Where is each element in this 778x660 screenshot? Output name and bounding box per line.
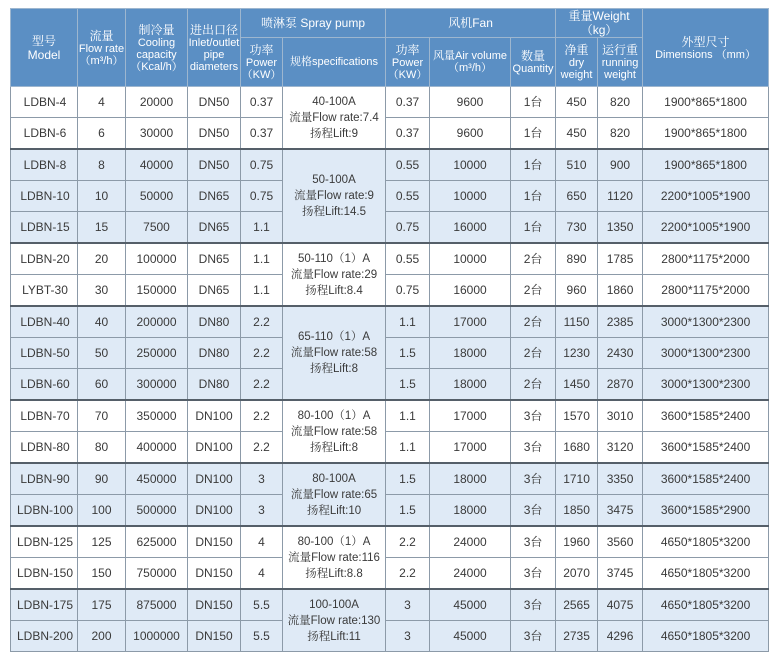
quantity-cell: 1台	[511, 181, 556, 212]
quantity-cell: 3台	[511, 589, 556, 621]
pipe-cell: DN80	[188, 338, 241, 369]
table-row	[11, 181, 769, 212]
dry-weight-cell: 730	[556, 212, 598, 244]
pipe-cell: DN65	[188, 243, 241, 275]
pump-power-cell: 2.2	[241, 306, 283, 338]
flow-cell: 125	[78, 526, 126, 558]
air-volume-cell: 18000	[430, 338, 511, 369]
dimensions-cell: 2200*1005*1900	[643, 212, 769, 244]
fan-power-cell: 0.55	[386, 243, 430, 275]
pump-power-cell: 3	[241, 495, 283, 527]
quantity-cell: 3台	[511, 558, 556, 590]
model-cell: LDBN-10	[11, 181, 78, 212]
pump-power-cell: 2.2	[241, 338, 283, 369]
table-row	[11, 495, 769, 527]
pump-spec-cell	[283, 149, 386, 243]
pipe-header-en1: Inlet/outlet	[188, 36, 240, 49]
pump-spec-cell	[283, 306, 386, 400]
pump-spec-line: 流量Flow rate:116	[288, 551, 380, 564]
model-header	[11, 9, 78, 87]
model-cell: LDBN-80	[11, 432, 78, 464]
spray-pump-header: 喷淋泵 Spray pump	[241, 9, 386, 38]
dry-weight-cell: 890	[556, 243, 598, 275]
fan-power-cell: 1.5	[386, 369, 430, 401]
pump-spec-line: 扬程Lift:8.8	[305, 567, 363, 580]
model-cell: LDBN-20	[11, 243, 78, 275]
pipe-cell: DN50	[188, 118, 241, 150]
pipe-header-cn: 进出口径	[189, 22, 238, 37]
fan-header: 风机Fan	[386, 9, 556, 38]
dry-weight-en1: dry	[568, 57, 585, 69]
dry-weight-cell: 1150	[556, 306, 598, 338]
pump-power-cell: 5.5	[241, 621, 283, 652]
model-cell: LDBN-90	[11, 463, 78, 495]
model-cell: LDBN-60	[11, 369, 78, 401]
dimensions-cell: 1900*865*1800	[643, 118, 769, 150]
running-weight-cell: 3475	[598, 495, 643, 527]
air-volume-cell: 9600	[430, 87, 511, 118]
fan-power-cell: 1.5	[386, 338, 430, 369]
air-volume-cell: 10000	[430, 181, 511, 212]
cooling-cell: 1000000	[126, 621, 188, 652]
dry-weight-cell: 2565	[556, 589, 598, 621]
pump-spec-line: 扬程Lift:10	[306, 504, 362, 517]
pump-power-cell: 0.75	[241, 149, 283, 181]
fan-power-cell: 0.55	[386, 149, 430, 181]
cooling-header-cn: 制冷量	[138, 22, 175, 37]
pump-spec-line: 流量Flow rate:7.4	[289, 111, 379, 124]
air-volume-cell: 45000	[430, 589, 511, 621]
pipe-cell: DN65	[188, 275, 241, 307]
flow-cell: 70	[78, 400, 126, 432]
pipe-cell: DN100	[188, 463, 241, 495]
pump-power-cell: 1.1	[241, 212, 283, 244]
model-cell: LDBN-175	[11, 589, 78, 621]
table-row	[11, 558, 769, 590]
cooling-header-en2: capacity	[136, 48, 177, 61]
fan-power-cell: 1.1	[386, 306, 430, 338]
model-cell: LYBT-30	[11, 275, 78, 307]
pump-spec-line: 流量Flow rate:58	[290, 425, 378, 438]
fan-power-cell: 1.5	[386, 463, 430, 495]
pump-spec-line: 流量Flow rate:29	[290, 268, 378, 281]
dry-weight-cell: 1450	[556, 369, 598, 401]
fan-power-cell: 0.37	[386, 118, 430, 150]
pump-power-cell: 2.2	[241, 400, 283, 432]
dry-weight-cell: 510	[556, 149, 598, 181]
cooling-header-en1: Cooling	[137, 36, 176, 49]
fan-power-cell: 0.37	[386, 87, 430, 118]
dimensions-cell: 3600*1585*2900	[643, 495, 769, 527]
dry-weight-cell: 960	[556, 275, 598, 307]
running-weight-cell: 3120	[598, 432, 643, 464]
pipe-cell: DN150	[188, 589, 241, 621]
air-volume-label: 风量Air volume	[433, 50, 507, 62]
dimensions-cell: 3000*1300*2300	[643, 369, 769, 401]
running-weight-cell: 2385	[598, 306, 643, 338]
table-row	[11, 212, 769, 244]
pipe-cell: DN100	[188, 400, 241, 432]
dry-weight-cell: 450	[556, 87, 598, 118]
table-row	[11, 526, 769, 558]
model-cell: LDBN-8	[11, 149, 78, 181]
table-row	[11, 400, 769, 432]
dry-weight-cell: 1680	[556, 432, 598, 464]
dimensions-cell: 4650*1805*3200	[643, 589, 769, 621]
model-cell: LDBN-40	[11, 306, 78, 338]
cooling-cell: 250000	[126, 338, 188, 369]
pump-power-cell: 4	[241, 558, 283, 590]
quantity-cell: 3台	[511, 432, 556, 464]
fan-power-cell: 2.2	[386, 526, 430, 558]
fan-power-cell: 1.5	[386, 495, 430, 527]
table-row	[11, 589, 769, 621]
fan-power-cell: 1.1	[386, 432, 430, 464]
dimensions-cell: 2800*1175*2000	[643, 243, 769, 275]
fan-power-cell: 3	[386, 621, 430, 652]
running-weight-header	[598, 38, 643, 87]
air-volume-cell: 24000	[430, 526, 511, 558]
running-weight-cell: 2870	[598, 369, 643, 401]
flow-header-cn: 流量	[89, 28, 114, 43]
flow-cell: 6	[78, 118, 126, 150]
cooling-cell: 7500	[126, 212, 188, 244]
quantity-cell: 1台	[511, 87, 556, 118]
fan-power-unit: （KW）	[387, 69, 428, 81]
dimensions-cell: 1900*865*1800	[643, 87, 769, 118]
pump-power-unit: （KW）	[241, 69, 282, 81]
model-cell: LDBN-125	[11, 526, 78, 558]
quantity-cell: 2台	[511, 369, 556, 401]
quantity-cell: 2台	[511, 306, 556, 338]
flow-cell: 20	[78, 243, 126, 275]
air-volume-cell: 10000	[430, 243, 511, 275]
running-weight-en2: weight	[604, 69, 636, 81]
running-weight-cell: 1785	[598, 243, 643, 275]
pump-power-cell: 0.37	[241, 118, 283, 150]
table-row	[11, 306, 769, 338]
cooling-cell: 500000	[126, 495, 188, 527]
air-volume-cell: 18000	[430, 369, 511, 401]
model-cell: LDBN-200	[11, 621, 78, 652]
pipe-header-en2: pipe	[203, 48, 225, 61]
running-weight-cell: 4075	[598, 589, 643, 621]
dry-weight-cell: 1960	[556, 526, 598, 558]
model-cell: LDBN-150	[11, 558, 78, 590]
cooling-cell: 875000	[126, 589, 188, 621]
pump-power-cell: 1.1	[241, 275, 283, 307]
flow-cell: 175	[78, 589, 126, 621]
cooling-cell: 20000	[126, 87, 188, 118]
pump-spec-line: 50-100A	[312, 174, 356, 186]
pump-spec-cell	[283, 463, 386, 526]
flow-cell: 100	[78, 495, 126, 527]
air-volume-cell: 17000	[430, 400, 511, 432]
cooling-cell: 100000	[126, 243, 188, 275]
dimensions-cell: 3600*1585*2400	[643, 400, 769, 432]
cooling-cell: 750000	[126, 558, 188, 590]
flow-header-en: Flow rate	[78, 42, 125, 55]
pump-power-header	[241, 38, 283, 87]
pipe-cell: DN65	[188, 181, 241, 212]
pipe-cell: DN50	[188, 87, 241, 118]
pump-power-cell: 1.1	[241, 243, 283, 275]
quantity-cell: 3台	[511, 495, 556, 527]
dimensions-cell: 3600*1585*2400	[643, 463, 769, 495]
dimensions-cell: 1900*865*1800	[643, 149, 769, 181]
quantity-cell: 1台	[511, 212, 556, 244]
air-volume-cell: 18000	[430, 463, 511, 495]
table-header	[11, 9, 769, 87]
model-cell: LDBN-6	[11, 118, 78, 150]
running-weight-cell: 1350	[598, 212, 643, 244]
dry-weight-cell: 450	[556, 118, 598, 150]
cooling-cell: 400000	[126, 432, 188, 464]
dimensions-cell: 4650*1805*3200	[643, 526, 769, 558]
quantity-en: Quantity	[512, 63, 554, 75]
quantity-cell: 3台	[511, 621, 556, 652]
pipe-cell: DN150	[188, 526, 241, 558]
pipe-cell: DN100	[188, 495, 241, 527]
pump-spec-line: 80-100（1）A	[297, 409, 371, 422]
flow-cell: 10	[78, 181, 126, 212]
dimensions-cell: 2800*1175*2000	[643, 275, 769, 307]
dimensions-cell: 3600*1585*2400	[643, 432, 769, 464]
model-cell: LDBN-15	[11, 212, 78, 244]
pump-power-cell: 2.2	[241, 432, 283, 464]
flow-cell: 15	[78, 212, 126, 244]
air-volume-cell: 18000	[430, 495, 511, 527]
pump-power-cn: 功率	[249, 43, 274, 57]
running-weight-en1: running	[601, 57, 639, 69]
pump-power-cell: 0.37	[241, 87, 283, 118]
air-volume-cell: 24000	[430, 558, 511, 590]
table-row	[11, 118, 769, 150]
pump-power-cell: 3	[241, 463, 283, 495]
fan-power-cell: 0.75	[386, 275, 430, 307]
dry-weight-cell: 1850	[556, 495, 598, 527]
air-volume-cell: 17000	[430, 306, 511, 338]
air-volume-cell: 16000	[430, 212, 511, 244]
pipe-cell: DN150	[188, 621, 241, 652]
pump-spec-line: 扬程Lift:8.4	[305, 284, 363, 297]
cooling-cell: 200000	[126, 306, 188, 338]
quantity-cell: 2台	[511, 243, 556, 275]
flow-header-unit: （m³/h）	[79, 54, 124, 67]
fan-power-cell: 1.1	[386, 400, 430, 432]
pump-spec-line: 100-100A	[309, 598, 359, 611]
pump-spec-cell	[283, 400, 386, 463]
dry-weight-cell: 2735	[556, 621, 598, 652]
fan-power-cell: 3	[386, 589, 430, 621]
table-row	[11, 369, 769, 401]
dry-weight-en2: weight	[560, 69, 593, 81]
weight-header: 重量Weight（kg）	[556, 9, 643, 38]
cooling-header-unit: （Kcal/h）	[130, 60, 183, 73]
cooling-cell: 40000	[126, 149, 188, 181]
pipe-header-en3: diameters	[189, 60, 239, 73]
flow-cell: 150	[78, 558, 126, 590]
spec-table	[10, 8, 769, 652]
pump-spec-line: 扬程Lift:11	[307, 630, 361, 643]
table-body	[11, 87, 769, 652]
table-row	[11, 87, 769, 118]
pump-spec-line: 40-100A	[312, 95, 356, 108]
dry-weight-cell: 650	[556, 181, 598, 212]
flow-cell: 30	[78, 275, 126, 307]
running-weight-cell: 1120	[598, 181, 643, 212]
flow-cell: 50	[78, 338, 126, 369]
model-cell: LDBN-70	[11, 400, 78, 432]
running-weight-cell: 3745	[598, 558, 643, 590]
table-row	[11, 149, 769, 181]
spec-table-container	[10, 8, 768, 652]
air-volume-unit: （m³/h）	[448, 62, 493, 74]
cooling-capacity-header	[126, 9, 188, 87]
air-volume-cell: 17000	[430, 432, 511, 464]
fan-power-header	[386, 38, 430, 87]
pump-spec-line: 65-110（1）A	[297, 331, 371, 343]
flow-cell: 60	[78, 369, 126, 401]
table-row	[11, 621, 769, 652]
quantity-header	[511, 38, 556, 87]
table-row	[11, 338, 769, 369]
table-row	[11, 463, 769, 495]
fan-power-cell: 2.2	[386, 558, 430, 590]
pipe-cell: DN150	[188, 558, 241, 590]
cooling-cell: 50000	[126, 181, 188, 212]
dry-weight-cell: 1230	[556, 338, 598, 369]
fan-power-en: Power	[391, 57, 424, 69]
pipe-cell: DN80	[188, 306, 241, 338]
dimensions-cell: 4650*1805*3200	[643, 558, 769, 590]
flow-cell: 80	[78, 432, 126, 464]
pump-power-cell: 5.5	[241, 589, 283, 621]
table-row	[11, 432, 769, 464]
pump-spec-cell	[283, 589, 386, 652]
dry-weight-cell: 1570	[556, 400, 598, 432]
pump-spec-line: 50-110（1）A	[297, 252, 371, 265]
pipe-cell: DN50	[188, 149, 241, 181]
fan-power-cell: 0.75	[386, 212, 430, 244]
running-weight-cn: 运行重	[602, 43, 639, 57]
pump-spec-header: 规格specifications	[283, 38, 386, 87]
cooling-cell: 150000	[126, 275, 188, 307]
running-weight-cell: 3010	[598, 400, 643, 432]
flow-rate-header	[78, 9, 126, 87]
running-weight-cell: 3350	[598, 463, 643, 495]
quantity-cell: 2台	[511, 275, 556, 307]
pipe-diameter-header	[188, 9, 241, 87]
quantity-cell: 1台	[511, 118, 556, 150]
dimensions-header-en: Dimensions （mm）	[655, 48, 756, 61]
cooling-cell: 450000	[126, 463, 188, 495]
dimensions-cell: 3000*1300*2300	[643, 338, 769, 369]
cooling-cell: 300000	[126, 369, 188, 401]
pump-spec-line: 流量Flow rate:130	[287, 614, 381, 627]
dry-weight-header	[556, 38, 598, 87]
air-volume-cell: 16000	[430, 275, 511, 307]
table-row	[11, 243, 769, 275]
dimensions-cell: 4650*1805*3200	[643, 621, 769, 652]
model-cell: LDBN-100	[11, 495, 78, 527]
cooling-cell: 30000	[126, 118, 188, 150]
dimensions-cell: 2200*1005*1900	[643, 181, 769, 212]
flow-cell: 200	[78, 621, 126, 652]
pump-spec-cell	[283, 87, 386, 150]
model-cell: LDBN-4	[11, 87, 78, 118]
pump-spec-line: 扬程Lift:14.5	[302, 206, 366, 218]
pump-spec-line: 扬程Lift:8	[310, 441, 358, 454]
running-weight-cell: 900	[598, 149, 643, 181]
air-volume-cell: 10000	[430, 149, 511, 181]
dry-weight-cell: 2070	[556, 558, 598, 590]
flow-cell: 8	[78, 149, 126, 181]
running-weight-cell: 4296	[598, 621, 643, 652]
pipe-cell: DN65	[188, 212, 241, 244]
pump-power-en: Power	[245, 57, 278, 69]
cooling-cell: 625000	[126, 526, 188, 558]
model-header-en: Model	[27, 47, 61, 62]
pump-power-cell: 2.2	[241, 369, 283, 401]
dimensions-header	[643, 9, 769, 87]
running-weight-cell: 1860	[598, 275, 643, 307]
air-volume-header	[430, 38, 511, 87]
running-weight-cell: 2430	[598, 338, 643, 369]
cooling-cell: 350000	[126, 400, 188, 432]
pump-spec-line: 扬程Lift:9	[310, 127, 358, 140]
pipe-cell: DN80	[188, 369, 241, 401]
fan-power-cell: 0.55	[386, 181, 430, 212]
quantity-cn: 数量	[521, 49, 546, 63]
pump-spec-line: 扬程Lift:8	[310, 363, 358, 375]
model-header-cn: 型号	[31, 33, 56, 48]
flow-cell: 90	[78, 463, 126, 495]
model-cell: LDBN-50	[11, 338, 78, 369]
dimensions-cell: 3000*1300*2300	[643, 306, 769, 338]
pump-spec-line: 80-100A	[312, 472, 356, 485]
running-weight-cell: 3560	[598, 526, 643, 558]
running-weight-cell: 820	[598, 118, 643, 150]
pump-spec-line: 流量Flow rate:65	[290, 488, 378, 501]
fan-power-cn: 功率	[395, 43, 420, 57]
flow-cell: 4	[78, 87, 126, 118]
pump-spec-line: 80-100（1）A	[297, 535, 371, 548]
pump-power-cell: 0.75	[241, 181, 283, 212]
running-weight-cell: 820	[598, 87, 643, 118]
quantity-cell: 3台	[511, 400, 556, 432]
pump-spec-line: 流量Flow rate:9	[294, 190, 374, 202]
quantity-cell: 1台	[511, 149, 556, 181]
flow-cell: 40	[78, 306, 126, 338]
dimensions-header-cn: 外型尺寸	[681, 34, 730, 49]
dry-weight-cn: 净重	[564, 43, 589, 57]
quantity-cell: 3台	[511, 463, 556, 495]
quantity-cell: 2台	[511, 338, 556, 369]
pump-power-cell: 4	[241, 526, 283, 558]
pump-spec-cell	[283, 526, 386, 589]
pump-spec-cell	[283, 243, 386, 306]
pump-spec-line: 流量Flow rate:58	[290, 347, 378, 359]
pipe-cell: DN100	[188, 432, 241, 464]
dry-weight-cell: 1710	[556, 463, 598, 495]
table-row	[11, 275, 769, 307]
quantity-cell: 3台	[511, 526, 556, 558]
air-volume-cell: 45000	[430, 621, 511, 652]
air-volume-cell: 9600	[430, 118, 511, 150]
